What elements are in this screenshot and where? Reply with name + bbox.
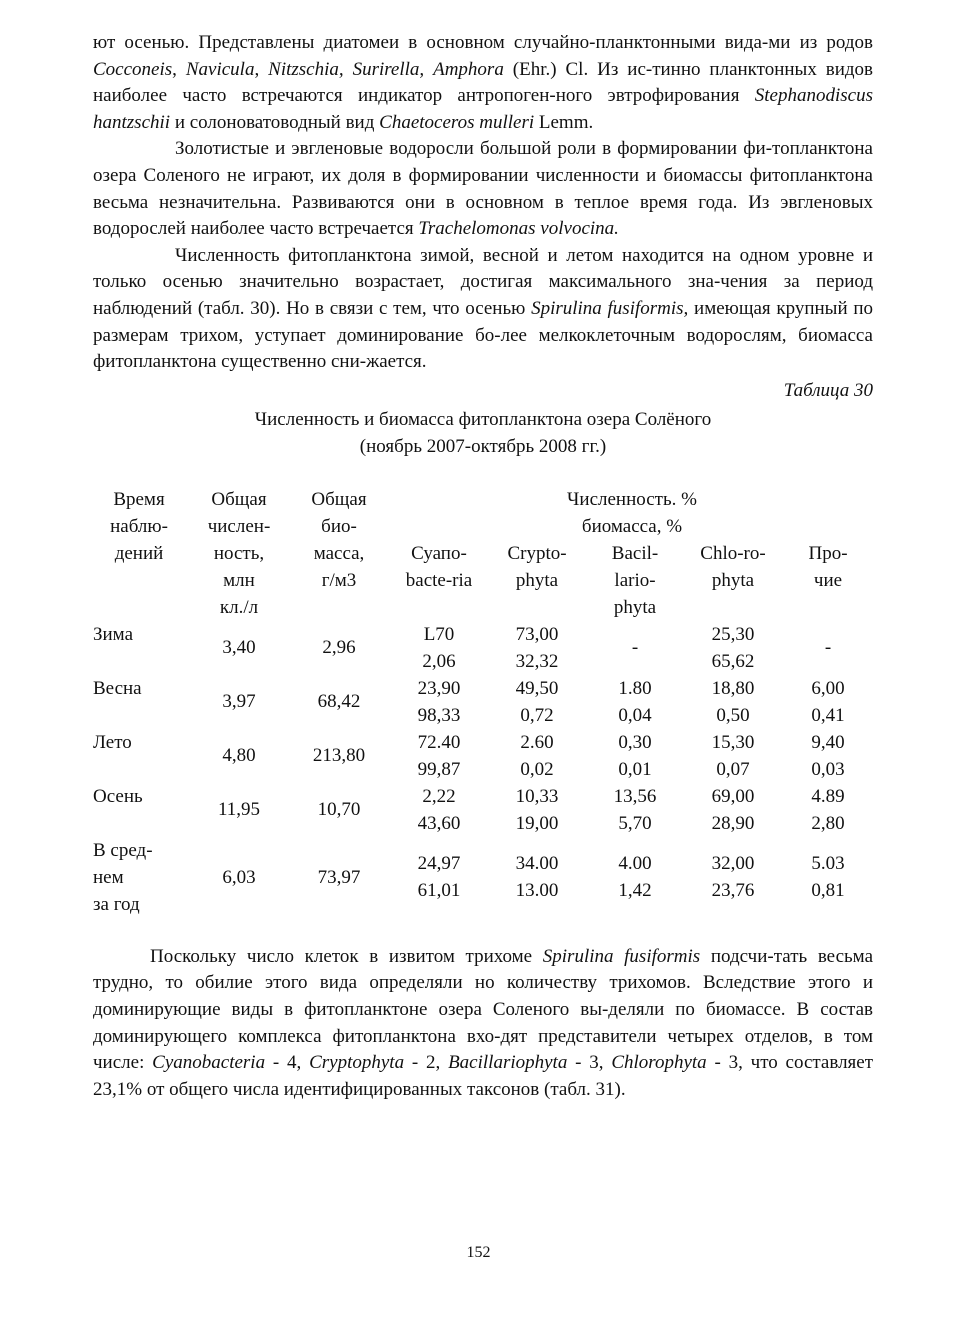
cell-cryptophyta <box>489 621 585 675</box>
cell-chlorophyta <box>685 729 781 783</box>
cell-line: 15,30 <box>711 731 755 753</box>
cell-cryptophyta <box>489 837 585 918</box>
cell-line: г/м3 <box>321 569 357 591</box>
header-total-biomass <box>289 486 389 621</box>
text-run <box>344 59 353 80</box>
cell-line: 25,30 <box>711 623 755 645</box>
cell-line: lario- <box>614 569 656 591</box>
cell-chlorophyta <box>685 621 781 675</box>
cell-line: 0,30 <box>618 731 652 753</box>
cell-line: 34.00 <box>515 853 559 875</box>
cell-cryptophyta <box>489 675 585 729</box>
cell-other <box>781 837 875 918</box>
text-run: (Ehr.) Cl. Из ис-тинно планктонных видов наиболее часто встречаются индикатор антропоген-ного эвтрофирования <box>93 58 874 107</box>
cell-bacillariophyta <box>585 675 685 729</box>
cell-chlorophyta <box>685 675 781 729</box>
header-cyanobacteria <box>389 540 489 621</box>
species-name: Spirulina fusiformis, <box>531 297 689 319</box>
cell-chlorophyta <box>685 837 781 918</box>
cell-cyanobacteria <box>389 675 489 729</box>
genus-name: Cocconeis <box>93 58 173 80</box>
cell-line: 43,60 <box>417 812 461 834</box>
cell-line: 65,62 <box>711 650 755 672</box>
cell-line: 2.60 <box>520 731 554 753</box>
cell-line: 32,00 <box>711 853 755 875</box>
cell-line: 19,00 <box>515 812 559 834</box>
text-run: 4, <box>279 1052 310 1074</box>
text-run: - 2, <box>404 1052 449 1074</box>
cell-line: 5.03 <box>811 853 845 875</box>
header-chlorophyta <box>685 540 781 621</box>
taxon-name: Bacillariophyta - <box>448 1052 582 1074</box>
cell-cyanobacteria <box>389 837 489 918</box>
cell-line: 4.89 <box>811 785 845 807</box>
cell-line: 28,90 <box>711 812 755 834</box>
text-run <box>424 59 433 80</box>
cell-line: числен- <box>207 515 271 537</box>
cell-line: 10,33 <box>515 785 559 807</box>
cell-bacillariophyta <box>585 729 685 783</box>
text-run: Поскольку число клеток в извитом трихоме <box>150 945 543 967</box>
text-run: 3, что составляет 23,1% от общего числа идентифицированных таксонов (табл. 31). <box>93 1052 874 1100</box>
cell-season <box>89 621 189 675</box>
cell-line: Время <box>113 488 165 510</box>
cell-line: 0,41 <box>811 704 845 726</box>
table-title-line: Численность и биомасса фитопланктона озера Солёного <box>254 408 712 430</box>
cell-line: 0,03 <box>811 758 845 780</box>
cell-line: 6,00 <box>811 677 845 699</box>
cell-line: 61,01 <box>417 880 461 902</box>
text-run: Lemm. <box>534 111 594 133</box>
species-name: Chaetoceros mulleri <box>379 111 535 133</box>
text-run: подсчи-тать весьма трудно, то обилие этого вида определяли но количеству трихомов. Вследствие этого и доминирующие виды в фитопланктоне озера Соленого вы-деляли по биомассе. В состав доминирующего комплекса фитопланктона вхо-дят представители четырех отделов, в том числе: <box>93 945 874 1074</box>
cell-line: био- <box>321 515 357 537</box>
cell-total-count: 3,97 <box>222 691 256 713</box>
cell-line: нем <box>93 866 124 888</box>
text-run: Золотистые и эвгленовые водоросли большой роли в формировании фи-топланктона озера Соленого не играют, их доля в формировании численности и биомассы фитопланктона весьма незначительна. Развиваются они в основном в теплое время года. Из эвгленовых водорослей наиболее часто встречается <box>93 138 873 240</box>
table-number: Таблица 30 <box>783 379 873 401</box>
table-row <box>89 621 875 675</box>
cell-line: млн <box>223 569 255 591</box>
cell-line: 0,07 <box>716 758 750 780</box>
cell-line: чие <box>813 569 843 591</box>
cell-line: 0,72 <box>520 704 554 726</box>
text-run: , <box>172 58 186 80</box>
cell-line: 23,90 <box>417 677 461 699</box>
cell-line: 0,81 <box>811 880 845 902</box>
cell-total-biomass: 2,96 <box>322 637 356 659</box>
cell-line: Chlo-ro- <box>700 542 766 564</box>
text-run: имеющая крупный по размерам трихом, уступает доминирование бо-лее мелкоклеточным водорослям, биомасса фитопланктона существенно сни-жается. <box>93 297 874 373</box>
species-name: Trachelomonas volvocina. <box>418 218 619 240</box>
cell-total-count: 11,95 <box>217 799 261 821</box>
cell-line: Про- <box>808 542 848 564</box>
paragraph-3 <box>93 243 873 376</box>
cell-cyanobacteria <box>389 783 489 837</box>
genus-name: Surirella, <box>352 58 425 80</box>
cell-cryptophyta <box>489 783 585 837</box>
table-row <box>89 783 875 837</box>
cell-line: за год <box>93 893 140 915</box>
cell-line: Общая <box>311 488 367 510</box>
header-time <box>89 486 189 621</box>
cell-line: 5,70 <box>618 812 652 834</box>
header-cryptophyta <box>489 540 585 621</box>
header-group <box>389 486 875 540</box>
cell-line: 4.00 <box>618 853 652 875</box>
cell-cryptophyta <box>489 729 585 783</box>
cell-line: Bacil- <box>611 542 659 564</box>
cell-line: 0,50 <box>716 704 750 726</box>
cell-total-count: 4,80 <box>222 745 256 767</box>
cell-line: L70 <box>423 623 455 645</box>
cell-line: 73,00 <box>515 623 559 645</box>
table-body <box>89 621 875 918</box>
cell-line: 18,80 <box>711 677 755 699</box>
cell-line: 69,00 <box>711 785 755 807</box>
cell-line: Осень <box>93 785 143 807</box>
cell-season <box>89 675 189 729</box>
cell-bacillariophyta <box>585 783 685 837</box>
cell-line: 98,33 <box>417 704 461 726</box>
cell-line: В сред- <box>93 839 153 861</box>
text-run: , <box>254 58 269 80</box>
paragraph-4 <box>93 944 873 1104</box>
cell-line: Суапо- <box>411 542 467 564</box>
cell-season <box>89 837 189 918</box>
cell-total-count: 3,40 <box>222 637 256 659</box>
species-name: Stephanodiscus hantzschii <box>93 85 873 133</box>
cell-line: Crypto- <box>507 542 567 564</box>
cell-total-count: 6,03 <box>222 866 256 888</box>
cell-line: 72.40 <box>417 731 461 753</box>
cell-bacillariophyta <box>585 621 685 675</box>
cell-line: биомасса, % <box>581 515 683 537</box>
cell-total-biomass: 10,70 <box>317 799 361 821</box>
cell-line: 9,40 <box>811 731 845 753</box>
genus-name: Navicula <box>185 58 255 80</box>
cell-line: наблю- <box>110 515 168 537</box>
cell-other <box>781 675 875 729</box>
cell-cyanobacteria <box>389 729 489 783</box>
cell-line: 1,42 <box>618 880 652 902</box>
page-number: 152 <box>466 1244 491 1261</box>
cell-line: 1.80 <box>618 677 652 699</box>
header-bacillariophyta <box>585 540 685 621</box>
text-run: 3, <box>581 1052 612 1074</box>
phytoplankton-table <box>89 486 875 918</box>
cell-line: 13,56 <box>613 785 657 807</box>
cell-total-biomass: 68,42 <box>317 691 361 713</box>
cell-line: bacte-ria <box>405 569 473 591</box>
cell-bacillariophyta <box>585 837 685 918</box>
cell-line: Численность. % <box>567 488 697 510</box>
cell-line: - <box>631 637 639 659</box>
paragraph-1 <box>93 30 873 136</box>
cell-line: ность, <box>213 542 265 564</box>
genus-name: Nitzschia, <box>268 58 344 80</box>
cell-line: 0,01 <box>618 758 652 780</box>
cell-line: 32,32 <box>515 650 559 672</box>
cell-line: 0,02 <box>520 758 554 780</box>
paragraph-2 <box>93 136 873 242</box>
cell-line: Общая <box>211 488 267 510</box>
cell-season <box>89 783 189 837</box>
cell-line: - <box>824 637 832 659</box>
cell-line: 23,76 <box>711 880 755 902</box>
cell-total-biomass: 213,80 <box>312 745 366 767</box>
header-row <box>89 486 875 540</box>
page-body <box>93 30 873 1103</box>
text-run: ют осенью. Представлены диатомеи в основном случайно-планктонными вида-ми из родов <box>93 32 873 53</box>
cell-line: 2,22 <box>422 785 456 807</box>
cell-other <box>781 621 875 675</box>
table-row <box>89 675 875 729</box>
taxon-name: Chlorophyta - <box>611 1052 721 1074</box>
taxon-name: Cryptophyta <box>309 1052 405 1074</box>
text-run: и солоноватоводный вид <box>170 111 380 133</box>
cell-line: кл./л <box>219 596 259 618</box>
cell-line: 2,06 <box>422 650 456 672</box>
cell-line: 2,80 <box>811 812 845 834</box>
cell-total-biomass: 73,97 <box>317 866 361 888</box>
text-run: Численность фитопланктона зимой, весной и летом находится на одном уровне и только осенью значительно возрастает, достигая максимального зна-чения за период наблюдений (табл. 30). Но в связи с тем, что осенью <box>93 244 873 319</box>
cell-line: масса, <box>313 542 365 564</box>
cell-season <box>89 729 189 783</box>
header-other <box>781 540 875 621</box>
taxon-name: Cyanobacteria - <box>152 1052 280 1074</box>
table-title <box>93 406 873 460</box>
genus-name: Amphora <box>433 58 504 80</box>
cell-line: Лето <box>93 731 132 753</box>
header-total-count <box>189 486 289 621</box>
table-title-line: (ноябрь 2007-октябрь 2008 гг.) <box>359 435 607 457</box>
table-row <box>89 729 875 783</box>
species-name: Spirulina fusiformis <box>542 945 701 967</box>
cell-chlorophyta <box>685 783 781 837</box>
cell-other <box>781 783 875 837</box>
cell-line: 24,97 <box>417 853 461 875</box>
cell-line: 99,87 <box>417 758 461 780</box>
cell-line: 0,04 <box>618 704 652 726</box>
cell-line: 13.00 <box>515 880 559 902</box>
cell-line: дений <box>114 542 164 564</box>
cell-line: phyta <box>711 569 755 591</box>
cell-line: 49,50 <box>515 677 559 699</box>
cell-line: Зима <box>93 623 134 645</box>
cell-cyanobacteria <box>389 621 489 675</box>
cell-other <box>781 729 875 783</box>
cell-line: phyta <box>515 569 559 591</box>
table-row <box>89 837 875 918</box>
cell-line: Весна <box>93 677 142 699</box>
cell-line: phyta <box>613 596 657 618</box>
